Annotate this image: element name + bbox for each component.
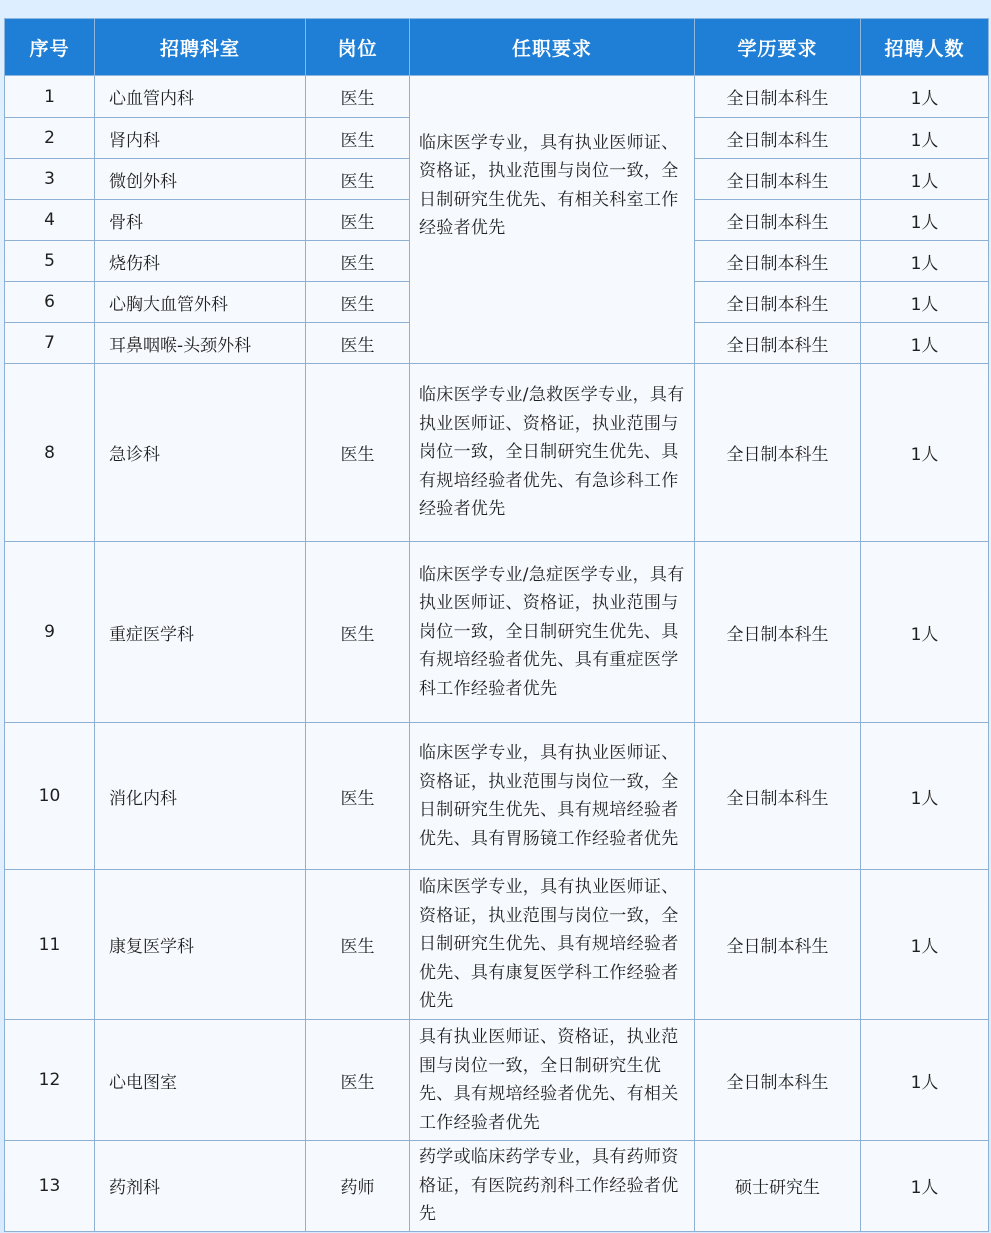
cell-post: 医生 (306, 118, 410, 159)
header-no: 序号 (5, 19, 95, 76)
cell-requirements: 临床医学专业/急救医学专业，具有执业医师证、资格证，执业范围与岗位一致，全日制研究生优先、具有规培经验者优先、有急诊科工作经验者优先 (410, 364, 695, 542)
cell-post: 医生 (306, 282, 410, 323)
cell-count: 1人 (861, 76, 989, 118)
header-requirements: 任职要求 (410, 19, 695, 76)
table-body (5, 76, 989, 1232)
cell-dept: 消化内科 (95, 723, 306, 870)
cell-no: 8 (5, 364, 95, 542)
cell-education: 全日制本科生 (695, 282, 861, 323)
cell-education: 全日制本科生 (695, 364, 861, 542)
cell-no: 12 (5, 1020, 95, 1141)
cell-education: 全日制本科生 (695, 200, 861, 241)
cell-post: 医生 (306, 323, 410, 364)
table-row (5, 364, 989, 542)
table-row (5, 1141, 989, 1232)
cell-education: 全日制本科生 (695, 323, 861, 364)
cell-count: 1人 (861, 723, 989, 870)
cell-no: 2 (5, 118, 95, 159)
cell-post: 医生 (306, 364, 410, 542)
cell-education: 全日制本科生 (695, 723, 861, 870)
cell-count: 1人 (861, 364, 989, 542)
cell-count: 1人 (861, 118, 989, 159)
table-row (5, 870, 989, 1020)
cell-requirements: 临床医学专业，具有执业医师证、资格证，执业范围与岗位一致，全日制研究生优先、具有规培经验者优先、具有康复医学科工作经验者优先 (410, 870, 695, 1020)
cell-dept: 肾内科 (95, 118, 306, 159)
cell-count: 1人 (861, 241, 989, 282)
cell-post: 医生 (306, 1020, 410, 1141)
recruitment-table (4, 18, 989, 1232)
cell-requirements: 临床医学专业，具有执业医师证、资格证，执业范围与岗位一致，全日制研究生优先、有相关科室工作经验者优先 (410, 76, 695, 364)
cell-post: 药师 (306, 1141, 410, 1232)
table-row (5, 76, 989, 118)
recruitment-table-container (4, 18, 988, 1232)
cell-no: 9 (5, 542, 95, 723)
table-row (5, 723, 989, 870)
cell-no: 4 (5, 200, 95, 241)
cell-education: 硕士研究生 (695, 1141, 861, 1232)
cell-count: 1人 (861, 159, 989, 200)
cell-dept: 心电图室 (95, 1020, 306, 1141)
cell-dept: 耳鼻咽喉-头颈外科 (95, 323, 306, 364)
cell-count: 1人 (861, 542, 989, 723)
header-count: 招聘人数 (861, 19, 989, 76)
cell-dept: 重症医学科 (95, 542, 306, 723)
cell-dept: 药剂科 (95, 1141, 306, 1232)
cell-dept: 心血管内科 (95, 76, 306, 118)
cell-count: 1人 (861, 323, 989, 364)
cell-no: 10 (5, 723, 95, 870)
cell-no: 3 (5, 159, 95, 200)
cell-dept: 急诊科 (95, 364, 306, 542)
cell-dept: 心胸大血管外科 (95, 282, 306, 323)
cell-post: 医生 (306, 200, 410, 241)
cell-post: 医生 (306, 76, 410, 118)
cell-no: 1 (5, 76, 95, 118)
cell-post: 医生 (306, 723, 410, 870)
cell-requirements: 药学或临床药学专业，具有药师资格证，有医院药剂科工作经验者优先 (410, 1141, 695, 1232)
cell-education: 全日制本科生 (695, 76, 861, 118)
cell-no: 11 (5, 870, 95, 1020)
cell-education: 全日制本科生 (695, 241, 861, 282)
cell-education: 全日制本科生 (695, 542, 861, 723)
header-education: 学历要求 (695, 19, 861, 76)
cell-post: 医生 (306, 542, 410, 723)
table-row (5, 1020, 989, 1141)
cell-post: 医生 (306, 159, 410, 200)
cell-count: 1人 (861, 1020, 989, 1141)
cell-requirements: 具有执业医师证、资格证，执业范围与岗位一致，全日制研究生优先、具有规培经验者优先、有相关工作经验者优先 (410, 1020, 695, 1141)
header-dept: 招聘科室 (95, 19, 306, 76)
cell-count: 1人 (861, 282, 989, 323)
cell-education: 全日制本科生 (695, 159, 861, 200)
table-row (5, 542, 989, 723)
cell-requirements: 临床医学专业，具有执业医师证、资格证，执业范围与岗位一致，全日制研究生优先、具有规培经验者优先、具有胃肠镜工作经验者优先 (410, 723, 695, 870)
cell-requirements: 临床医学专业/急症医学专业，具有执业医师证、资格证，执业范围与岗位一致，全日制研究生优先、具有规培经验者优先、具有重症医学科工作经验者优先 (410, 542, 695, 723)
cell-education: 全日制本科生 (695, 870, 861, 1020)
cell-no: 13 (5, 1141, 95, 1232)
cell-dept: 微创外科 (95, 159, 306, 200)
cell-education: 全日制本科生 (695, 1020, 861, 1141)
cell-post: 医生 (306, 870, 410, 1020)
cell-dept: 康复医学科 (95, 870, 306, 1020)
table-header (5, 19, 989, 76)
cell-count: 1人 (861, 200, 989, 241)
cell-count: 1人 (861, 1141, 989, 1232)
cell-dept: 烧伤科 (95, 241, 306, 282)
cell-no: 5 (5, 241, 95, 282)
cell-dept: 骨科 (95, 200, 306, 241)
cell-count: 1人 (861, 870, 989, 1020)
cell-education: 全日制本科生 (695, 118, 861, 159)
cell-no: 6 (5, 282, 95, 323)
cell-post: 医生 (306, 241, 410, 282)
header-post: 岗位 (306, 19, 410, 76)
cell-no: 7 (5, 323, 95, 364)
